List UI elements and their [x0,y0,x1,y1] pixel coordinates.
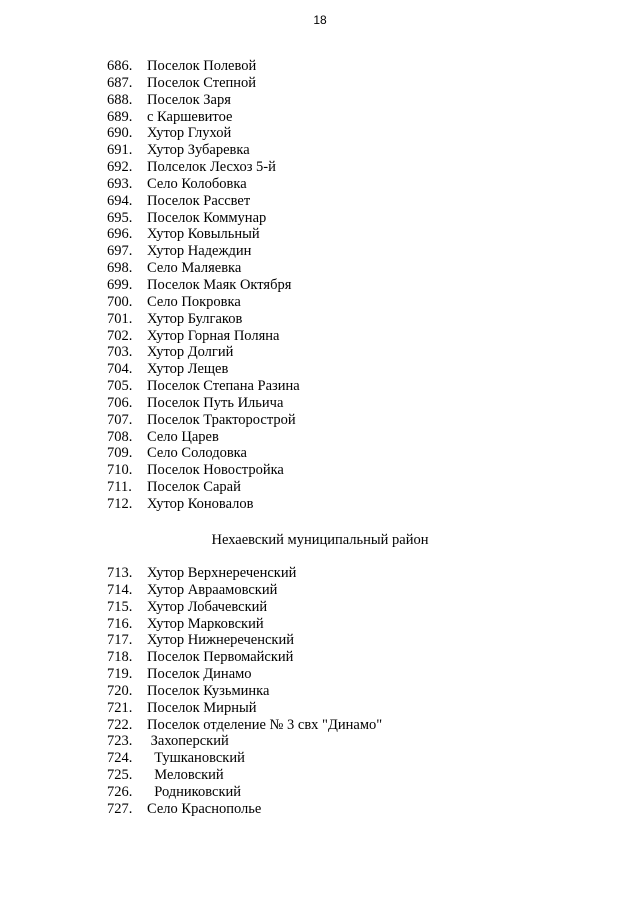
item-name: Поселок Новостройка [147,462,284,479]
list-item [0,92,640,109]
list-item [0,378,640,395]
list-item [0,632,640,649]
item-number: 709. [107,445,133,462]
item-name: Поселок Путь Ильича [147,394,284,411]
item-number: 701. [107,310,133,327]
settlement-list-before [0,58,640,513]
item-number: 723. [107,733,133,750]
item-number: 693. [107,175,133,192]
item-number: 715. [107,598,133,615]
list-item [0,666,640,683]
list-item [0,226,640,243]
item-number: 707. [107,411,133,428]
item-number: 712. [107,495,133,512]
item-name: Поселок Маяк Октября [147,276,292,293]
item-number: 698. [107,260,133,277]
item-name: Поселок отделение № 3 свх "Динамо" [147,716,383,733]
item-name: Поселок Рассвет [147,192,251,209]
item-number: 690. [107,125,133,142]
item-name: Село Царев [147,428,219,445]
item-name: Поселок Сарай [147,479,241,496]
item-name: Хутор Верхнереченский [147,565,297,581]
item-number: 727. [107,800,133,817]
item-number: 716. [107,615,133,632]
item-number: 704. [107,361,133,378]
list-item [0,159,640,176]
item-name: с Каршевитое [147,108,233,125]
item-number: 689. [107,108,133,125]
item-name: Хутор Горная Поляна [147,327,280,344]
item-name: Родниковский [147,783,242,800]
list-item [0,445,640,462]
list-item [0,649,640,666]
list-item [0,717,640,734]
item-name: Полселок Лесхоз 5-й [147,159,276,176]
list-item [0,176,640,193]
list-item [0,429,640,446]
list-item [0,683,640,700]
list-item [0,243,640,260]
list-item [0,344,640,361]
item-name: Хутор Авраамовский [147,581,278,598]
list-item [0,125,640,142]
item-number: 699. [107,276,133,293]
list-item [0,193,640,210]
item-name: Хутор Нижнереченский [147,632,294,649]
item-name: Поселок Кузьминка [147,682,270,699]
item-name: Меловский [147,767,224,784]
item-number: 717. [107,632,133,649]
list-item [0,210,640,227]
item-name: Хутор Марковский [147,615,264,632]
item-name: Хутор Зубаревка [147,142,250,159]
list-item [0,479,640,496]
item-number: 700. [107,293,133,310]
item-number: 686. [107,58,133,74]
list-item [0,496,640,513]
item-name: Село Покровка [147,293,241,310]
item-name: Поселок Тракторострой [147,411,296,428]
list-item [0,700,640,717]
item-name: Захоперский [147,733,229,750]
list-item [0,395,640,412]
list-item [0,733,640,750]
item-name: Поселок Заря [147,91,231,108]
list-item [0,784,640,801]
list-item [0,260,640,277]
item-number: 696. [107,226,133,243]
list-item [0,750,640,767]
item-name: Село Солодовка [147,445,247,462]
item-number: 706. [107,394,133,411]
item-name: Хутор Лобачевский [147,598,268,615]
list-item [0,277,640,294]
item-name: Поселок Коммунар [147,209,267,226]
item-number: 725. [107,767,133,784]
item-number: 708. [107,428,133,445]
list-item [0,294,640,311]
item-name: Хутор Булгаков [147,310,243,327]
item-name: Хутор Лещев [147,361,229,378]
item-name: Тушкановский [147,750,245,767]
list-item [0,412,640,429]
list-item [0,582,640,599]
item-number: 697. [107,243,133,260]
item-name: Хутор Коновалов [147,495,254,512]
item-number: 702. [107,327,133,344]
settlement-list-after [0,565,640,818]
list-item [0,109,640,126]
item-number: 718. [107,649,133,666]
item-name: Село Краснополье [147,800,262,817]
item-name: Хутор Надеждин [147,243,252,260]
item-number: 710. [107,462,133,479]
item-name: Поселок Динамо [147,666,252,683]
item-number: 720. [107,682,133,699]
list-item [0,801,640,818]
item-name: Село Маляевка [147,260,242,277]
list-item [0,328,640,345]
list-item [0,75,640,92]
section-heading: Нехаевский муниципальный район [211,532,429,548]
item-number: 687. [107,74,133,91]
item-number: 724. [107,750,133,767]
list-item [0,142,640,159]
item-number: 726. [107,783,133,800]
list-item [0,361,640,378]
item-name: Поселок Степной [147,74,257,91]
item-name: Хутор Глухой [147,125,232,142]
item-number: 688. [107,91,133,108]
list-item [0,565,640,582]
item-name: Хутор Ковыльный [147,226,260,243]
list-item [0,58,640,75]
page-number: 18 [313,13,327,27]
item-number: 705. [107,378,133,395]
list-item [0,462,640,479]
list-item [0,599,640,616]
item-number: 703. [107,344,133,361]
item-number: 711. [107,479,132,496]
item-name: Поселок Полевой [147,58,257,74]
list-item [0,767,640,784]
item-number: 692. [107,159,133,176]
item-number: 691. [107,142,133,159]
item-number: 722. [107,716,133,733]
item-name: Поселок Степана Разина [147,378,300,395]
item-number: 713. [107,565,133,581]
item-number: 719. [107,666,133,683]
list-item [0,311,640,328]
item-number: 721. [107,699,133,716]
item-name: Хутор Долгий [147,344,234,361]
list-item [0,616,640,633]
item-name: Поселок Мирный [147,699,257,716]
item-number: 714. [107,581,133,598]
item-name: Село Колобовка [147,175,247,192]
item-name: Поселок Первомайский [147,649,294,666]
item-number: 695. [107,209,133,226]
item-number: 694. [107,192,133,209]
